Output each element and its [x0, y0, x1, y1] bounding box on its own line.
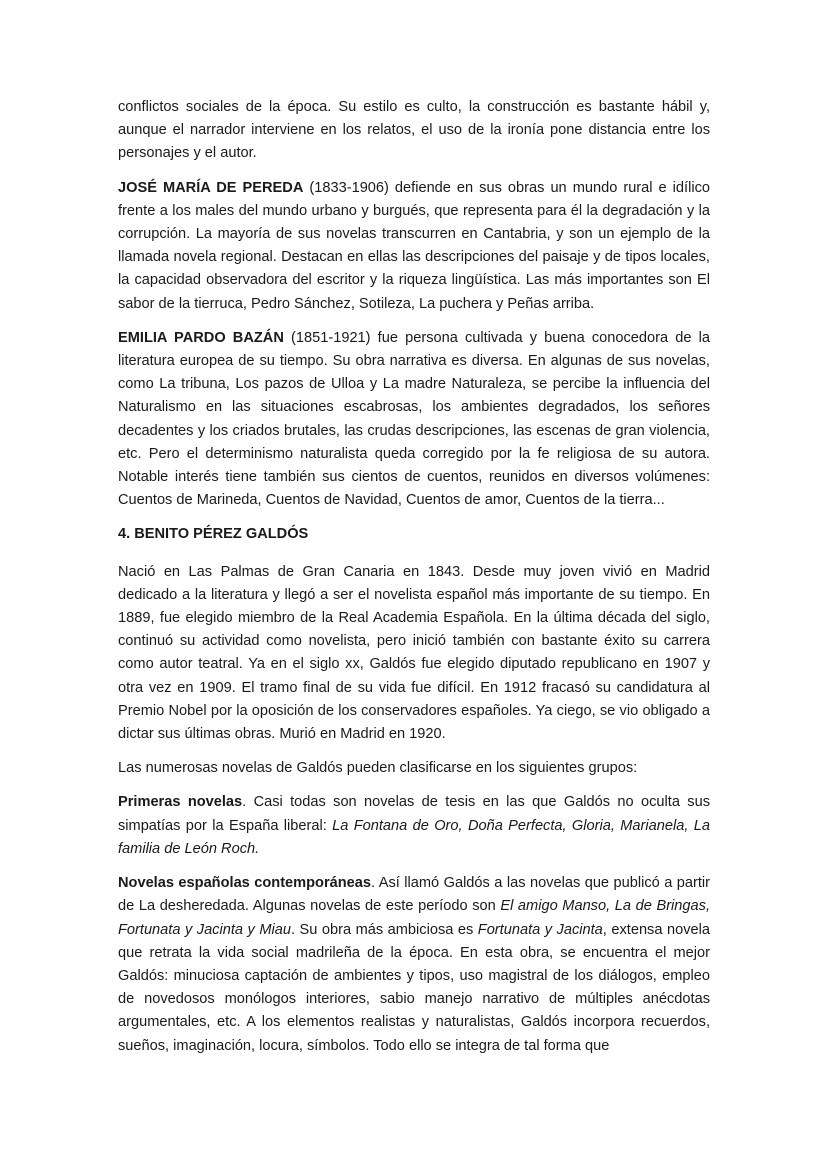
group-label-contemporary-novels: Novelas españolas contemporáneas	[118, 875, 372, 892]
paragraph-novel-groups-intro: Las numerosas novelas de Galdós pueden clasificarse en los siguientes grupos:	[118, 760, 638, 777]
document-body	[118, 96, 710, 1069]
paragraph-intro-conflicts: conflictos sociales de la época. Su estilo es culto, la construcción es bastante hábil y, aunque el narrador interviene en los relatos, el uso de la ironía pone distancia entre los personajes y el autor.	[118, 99, 710, 162]
author-name-pereda: JOSÉ MARÍA DE PEREDA	[118, 179, 304, 196]
paragraph-pereda: JOSÉ MARÍA DE PEREDA (1833-1906) defiende en sus obras un mundo rural e idílico frente a los males del mundo urbano y burgués, que representa para él la degradación y la corrupción. La mayoría de sus novelas transcurren en Cantabria, y son un ejemplo de la llamada novela regional. Destacan en ellas las descripciones del paisaje y de tipos locales, la capacidad observadora del escritor y la riqueza lingüística. Las más importantes son El sabor de la tierruca, Pedro Sánchez, Sotileza, La puchera y Peñas arriba.	[118, 179, 710, 312]
author-name-pardo-bazan: EMILIA PARDO BAZÁN	[118, 329, 284, 346]
group-label-first-novels: Primeras novelas	[118, 794, 243, 811]
paragraph-pardo-bazan: EMILIA PARDO BAZÁN (1851-1921) fue persona cultivada y buena conocedora de la literatura europea de su tiempo. Su obra narrativa es diversa. En algunas de sus novelas, como La tribuna, Los pazos de Ulloa y La madre Naturaleza, se percibe la influencia del Naturalismo en las situaciones escabrosas, los ambientes degradados, los señores decadentes y los criados brutales, las crudas descripciones, las escenas de gran violencia, etc. Pero el determinismo naturalista queda corregido por la fe religiosa de su autora. Notable interés tiene también sus cientos de cuentos, reunidos en diversos volúmenes: Cuentos de Marineda, Cuentos de Navidad, Cuentos de amor, Cuentos de la tierra...	[118, 329, 710, 509]
paragraph-first-novels: Primeras novelas. Casi todas son novelas de tesis en las que Galdós no oculta sus simpatías por la España liberal: La Fontana de Oro, Doña Perfecta, Gloria, Marianela, La familia de León Roch.	[118, 794, 710, 857]
paragraph-contemporary-novels: Novelas españolas contemporáneas. Así llamó Galdós a las novelas que publicó a partir de La desheredada. Algunas novelas de este período son El amigo Manso, La de Bringas, Fortunata y Jacinta y Miau. Su obra más ambiciosa es Fortunata y Jacinta, extensa novela que retrata la vida social madrileña de la época. En esta obra, se encuentra el mejor Galdós: minuciosa captación de ambientes y tipos, uso magistral de los diálogos, empleo de novedosos monólogos interiores, sabio manejo narrativo de múltiples anécdotas argumentales, etc. A los elementos realistas y naturalistas, Galdós incorpora recuerdos, sueños, imaginación, locura, símbolos. Todo ello se integra de tal forma que	[118, 875, 711, 1054]
section-heading-galdos: 4. BENITO PÉREZ GALDÓS	[118, 526, 309, 543]
paragraph-galdos-biography: Nació en Las Palmas de Gran Canaria en 1843. Desde muy joven vivió en Madrid dedicado a la literatura y llegó a ser el novelista español más importante de su tiempo. En 1889, fue elegido miembro de la Real Academia Española. En la última década del siglo, continuó su actividad como novelista, pero inició también con bastante éxito su carrera como autor teatral. Ya en el siglo xx, Galdós fue elegido diputado republicano en 1907 y otra vez en 1909. El tramo final de su vida fue difícil. En 1912 fracasó su candidatura al Premio Nobel por la oposición de los conservadores españoles. Ya ciego, se vio obligado a dictar sus últimas obras. Murió en Madrid en 1920.	[118, 563, 710, 743]
